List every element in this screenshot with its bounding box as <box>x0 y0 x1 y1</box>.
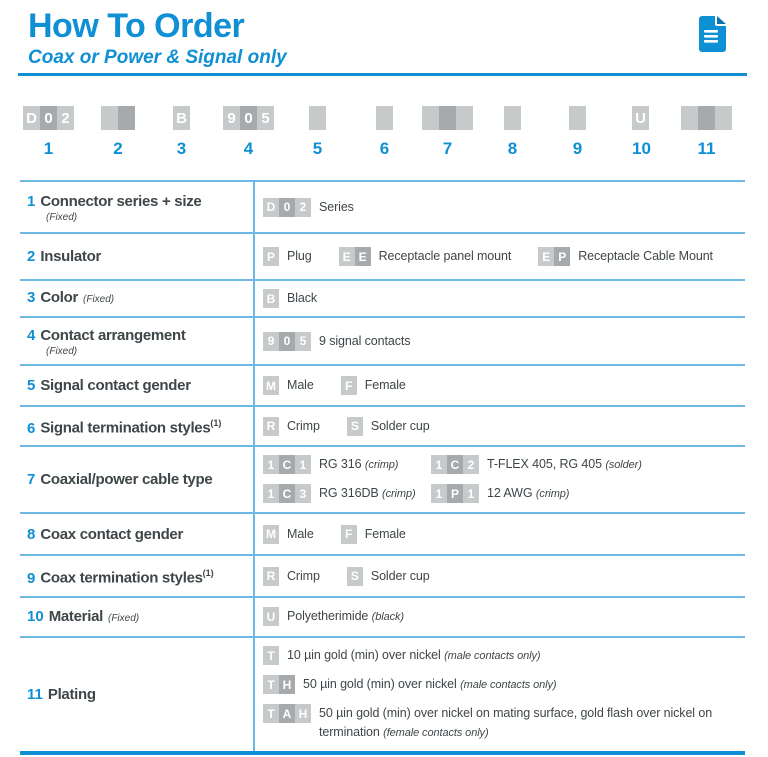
row-label: Signal termination styles <box>40 419 211 437</box>
option <box>263 455 431 475</box>
option-code-box: 3 <box>295 484 311 503</box>
code-boxes <box>223 106 274 130</box>
option-code-box: S <box>347 567 363 586</box>
option-code-box: P <box>447 484 463 503</box>
position-number: 10 <box>632 139 651 158</box>
option <box>263 332 410 351</box>
code-group-8 <box>504 106 521 159</box>
option-note: (solder) <box>605 459 642 471</box>
position-number: 6 <box>379 139 390 158</box>
row-label: Signal contact gender <box>40 377 191 394</box>
row-options-cell <box>255 556 745 596</box>
row-label: Insulator <box>40 248 101 265</box>
option-code-box: 1 <box>295 455 311 474</box>
position-number: 5 <box>312 139 323 158</box>
code-box-blank <box>309 106 326 130</box>
option-text: Crimp <box>287 568 320 583</box>
option-text: Solder cup <box>370 568 430 583</box>
option-code-boxes <box>263 607 279 626</box>
row-label-line <box>27 685 247 704</box>
header-rule <box>18 73 747 76</box>
option-code-box: F <box>341 525 357 544</box>
option-note: (crimp) <box>535 488 570 500</box>
code-group-10 <box>632 106 651 159</box>
table-row-7 <box>20 447 745 514</box>
option-text: Receptacle panel mount <box>378 249 512 263</box>
table-row-4 <box>20 318 745 366</box>
option-code-boxes <box>263 567 279 586</box>
option-text: 50 µin gold (min) over nickel (male contacts only) <box>303 677 557 691</box>
option-code-boxes <box>263 376 279 395</box>
option-code-box: 1 <box>263 455 279 474</box>
option <box>431 484 735 504</box>
code-group-3 <box>173 106 190 159</box>
option <box>263 607 404 627</box>
option-code-box: 1 <box>431 484 447 503</box>
option-code-box: 1 <box>463 484 479 503</box>
position-number: 8 <box>507 139 518 158</box>
option-code-box: E <box>355 247 371 266</box>
row-label: Coax termination styles <box>40 569 203 587</box>
option <box>347 417 430 436</box>
row-label-line <box>27 607 247 628</box>
row-label-line <box>27 288 247 309</box>
option-code-boxes <box>263 289 279 308</box>
option-code-box: T <box>263 646 279 665</box>
option <box>263 198 354 217</box>
code-box: 0 <box>40 106 57 130</box>
option-note: (crimp) <box>382 488 416 500</box>
option-code-box: 1 <box>431 455 447 474</box>
code-group-6 <box>376 106 393 159</box>
option <box>263 376 314 395</box>
option-code-box: D <box>263 198 279 217</box>
code-group-2 <box>101 106 135 159</box>
option-code-box: 2 <box>463 455 479 474</box>
code-boxes <box>309 106 326 130</box>
table-row-6 <box>20 407 745 447</box>
row-options-cell <box>255 598 745 636</box>
table-row-2 <box>20 234 745 281</box>
option-code-box: A <box>279 704 295 723</box>
row-options-cell <box>255 638 745 751</box>
option-code-box: M <box>263 525 279 544</box>
row-header-cell <box>20 318 255 364</box>
option-code-box: F <box>341 376 357 395</box>
row-header-cell <box>20 638 255 751</box>
code-box-blank <box>376 106 393 130</box>
table-row-8 <box>20 514 745 556</box>
code-box: 5 <box>257 106 274 130</box>
option-code-boxes <box>431 484 479 503</box>
option-code-boxes <box>341 376 357 395</box>
position-number: 2 <box>113 139 123 158</box>
table-row-10 <box>20 598 745 638</box>
option-code-boxes <box>263 704 311 723</box>
option-text: Receptacle Cable Mount <box>578 249 713 263</box>
option-note: (male contacts only) <box>444 650 541 662</box>
option <box>263 417 320 436</box>
code-box-blank <box>715 106 732 130</box>
code-box-blank <box>422 106 439 130</box>
option-code-box: S <box>347 417 363 436</box>
row-label-line <box>27 525 247 544</box>
option <box>263 247 312 266</box>
page-subtitle: Coax or Power & Signal only <box>28 47 287 68</box>
option-text: 12 AWG (crimp) <box>487 486 570 500</box>
option-code-box: R <box>263 567 279 586</box>
row-header-cell <box>20 281 255 316</box>
row-header-cell <box>20 234 255 279</box>
code-boxes <box>632 106 651 130</box>
position-number: 9 <box>572 139 583 158</box>
option-code-boxes <box>339 247 371 266</box>
option <box>431 455 735 475</box>
option <box>341 376 406 395</box>
option-text: Male <box>287 526 314 541</box>
code-boxes <box>569 106 586 130</box>
code-boxes <box>422 106 473 130</box>
option-code-box: 9 <box>263 332 279 351</box>
option <box>263 525 314 544</box>
option-code-box: R <box>263 417 279 436</box>
option-code-boxes <box>263 675 295 694</box>
row-label-line <box>27 247 247 266</box>
row-label: Connector series + size <box>40 192 202 210</box>
option-code-boxes <box>263 455 311 474</box>
row-number: 5 <box>27 377 36 394</box>
order-table <box>20 180 745 755</box>
row-label-line <box>27 564 247 587</box>
code-group-4 <box>223 106 274 159</box>
option-code-box: C <box>279 484 295 503</box>
page-title: How To Order <box>28 7 245 45</box>
row-options-cell <box>255 366 745 405</box>
option <box>538 247 713 266</box>
option-text: Female <box>364 526 406 541</box>
code-boxes <box>101 106 135 130</box>
option-note: (male contacts only) <box>460 679 557 691</box>
option-code-box: 0 <box>279 198 295 217</box>
option-code-box: E <box>538 247 554 266</box>
option-code-box: E <box>339 247 355 266</box>
option-code-box: B <box>263 289 279 308</box>
option-code-box: M <box>263 376 279 395</box>
row-label-line <box>27 414 247 437</box>
option-code-boxes <box>347 567 363 586</box>
row-number: 8 <box>27 525 36 543</box>
code-box: 2 <box>57 106 74 130</box>
row-number: 9 <box>27 569 36 587</box>
row-header-cell <box>20 366 255 405</box>
footnote-ref: (1) <box>202 568 214 579</box>
row-label: Contact arrangement <box>40 326 186 344</box>
row-options-cell <box>255 182 745 232</box>
row-options-cell <box>255 447 745 512</box>
row-label: Coaxial/power cable type <box>40 471 213 488</box>
code-group-5 <box>309 106 326 159</box>
row-options-cell <box>255 234 745 279</box>
option <box>263 704 731 743</box>
table-row-3 <box>20 281 745 318</box>
fixed-note: (Fixed) <box>46 211 78 223</box>
option-text: Crimp <box>287 418 320 433</box>
option-code-boxes <box>538 247 570 266</box>
fixed-note: (Fixed) <box>107 612 140 624</box>
row-number: 6 <box>27 419 36 437</box>
option-text: Series <box>319 199 354 214</box>
option-text: 50 µin gold (min) over nickel on mating surface, gold flash over nickel on termination (female contacts only) <box>319 706 713 739</box>
code-box: U <box>632 106 649 130</box>
option-code-boxes <box>263 332 311 351</box>
option-code-box: U <box>263 607 279 626</box>
option-code-boxes <box>341 525 357 544</box>
option-text: Solder cup <box>370 418 430 433</box>
table-row-9 <box>20 556 745 598</box>
code-box-blank <box>698 106 715 130</box>
option-text: Male <box>287 378 314 392</box>
option-text: Polyetherimide (black) <box>287 609 404 623</box>
row-header-cell <box>20 598 255 636</box>
code-box-blank <box>118 106 135 130</box>
option-text: Female <box>364 378 406 392</box>
row-number: 3 <box>27 289 36 306</box>
option-code-boxes <box>263 484 311 503</box>
code-box: 9 <box>223 106 240 130</box>
code-box-blank <box>101 106 118 130</box>
row-number: 2 <box>27 248 36 265</box>
row-header-cell <box>20 407 255 445</box>
option <box>263 289 317 308</box>
position-number: 1 <box>43 139 54 158</box>
option-code-box: C <box>279 455 295 474</box>
row-label: Plating <box>47 686 96 703</box>
option-code-box: P <box>554 247 570 266</box>
row-options-cell <box>255 318 745 364</box>
row-label-line <box>27 326 247 345</box>
option-code-boxes <box>347 417 363 436</box>
option <box>347 567 430 586</box>
option-text: T-FLEX 405, RG 405 (solder) <box>487 457 642 471</box>
option <box>263 567 320 586</box>
option-text: 9 signal contacts <box>319 333 411 348</box>
option-code-boxes <box>263 417 279 436</box>
table-row-11 <box>20 638 745 751</box>
option-text: RG 316 (crimp) <box>319 457 399 471</box>
code-boxes <box>173 106 190 130</box>
option-code-box: 1 <box>263 484 279 503</box>
row-header-cell <box>20 447 255 512</box>
option-code-box: 2 <box>295 198 311 217</box>
row-options-cell <box>255 281 745 316</box>
code-box-blank <box>681 106 698 130</box>
code-box-blank <box>456 106 473 130</box>
code-box: B <box>173 106 190 130</box>
option-code-box: T <box>263 675 279 694</box>
code-box: 0 <box>240 106 257 130</box>
code-boxes <box>681 106 732 130</box>
table-row-1 <box>20 182 745 234</box>
option <box>263 646 541 666</box>
option-note: (female contacts only) <box>383 727 489 739</box>
position-number: 3 <box>176 139 187 158</box>
row-options-cell <box>255 407 745 445</box>
option-code-boxes <box>263 247 279 266</box>
code-boxes <box>504 106 521 130</box>
option <box>341 525 406 544</box>
code-group-7 <box>422 106 473 159</box>
table-row-5 <box>20 366 745 407</box>
code-box-blank <box>569 106 586 130</box>
code-boxes <box>23 106 74 130</box>
option-code-boxes <box>263 198 311 217</box>
code-row <box>0 106 768 159</box>
row-header-cell <box>20 514 255 554</box>
code-group-1 <box>23 106 74 159</box>
option-note: (black) <box>371 611 404 623</box>
header <box>0 0 768 70</box>
option <box>263 484 431 504</box>
row-label: Color <box>40 289 79 306</box>
option-text: Black <box>287 291 318 305</box>
option-code-box: T <box>263 704 279 723</box>
code-box-blank <box>504 106 521 130</box>
row-label-line <box>27 470 247 489</box>
position-number: 7 <box>442 139 453 158</box>
row-number: 7 <box>27 471 36 488</box>
row-number: 4 <box>27 326 36 344</box>
option-code-boxes <box>263 646 279 665</box>
option-code-box: C <box>447 455 463 474</box>
row-label: Material <box>48 607 103 625</box>
option-text: 10 µin gold (min) over nickel (male contacts only) <box>287 648 541 662</box>
footnote-ref: (1) <box>210 418 222 429</box>
option <box>339 247 512 266</box>
option-code-boxes <box>431 455 479 474</box>
row-header-cell <box>20 182 255 232</box>
option-code-box: 5 <box>295 332 311 351</box>
row-header-cell <box>20 556 255 596</box>
document-icon <box>699 14 726 52</box>
position-number: 11 <box>697 139 716 158</box>
option-code-box: H <box>295 704 311 723</box>
option-code-boxes <box>263 525 279 544</box>
option-text: Plug <box>287 249 312 263</box>
code-box: D <box>23 106 40 130</box>
code-group-9 <box>569 106 586 159</box>
row-label: Coax contact gender <box>40 525 184 543</box>
fixed-note: (Fixed) <box>46 345 78 357</box>
code-group-11 <box>681 106 732 159</box>
option-note: (crimp) <box>364 459 399 471</box>
position-number: 4 <box>243 139 254 158</box>
option-code-box: H <box>279 675 295 694</box>
option-code-box: P <box>263 247 279 266</box>
row-number: 10 <box>27 607 44 625</box>
row-options-cell <box>255 514 745 554</box>
code-boxes <box>376 106 393 130</box>
row-number: 1 <box>27 192 36 210</box>
fixed-note: (Fixed) <box>83 294 115 305</box>
row-number: 11 <box>27 686 43 703</box>
option-text: RG 316DB (crimp) <box>319 486 416 500</box>
row-label-line <box>27 376 247 395</box>
option <box>263 675 557 695</box>
option-code-box: 0 <box>279 332 295 351</box>
code-box-blank <box>439 106 456 130</box>
row-label-line <box>27 192 247 211</box>
